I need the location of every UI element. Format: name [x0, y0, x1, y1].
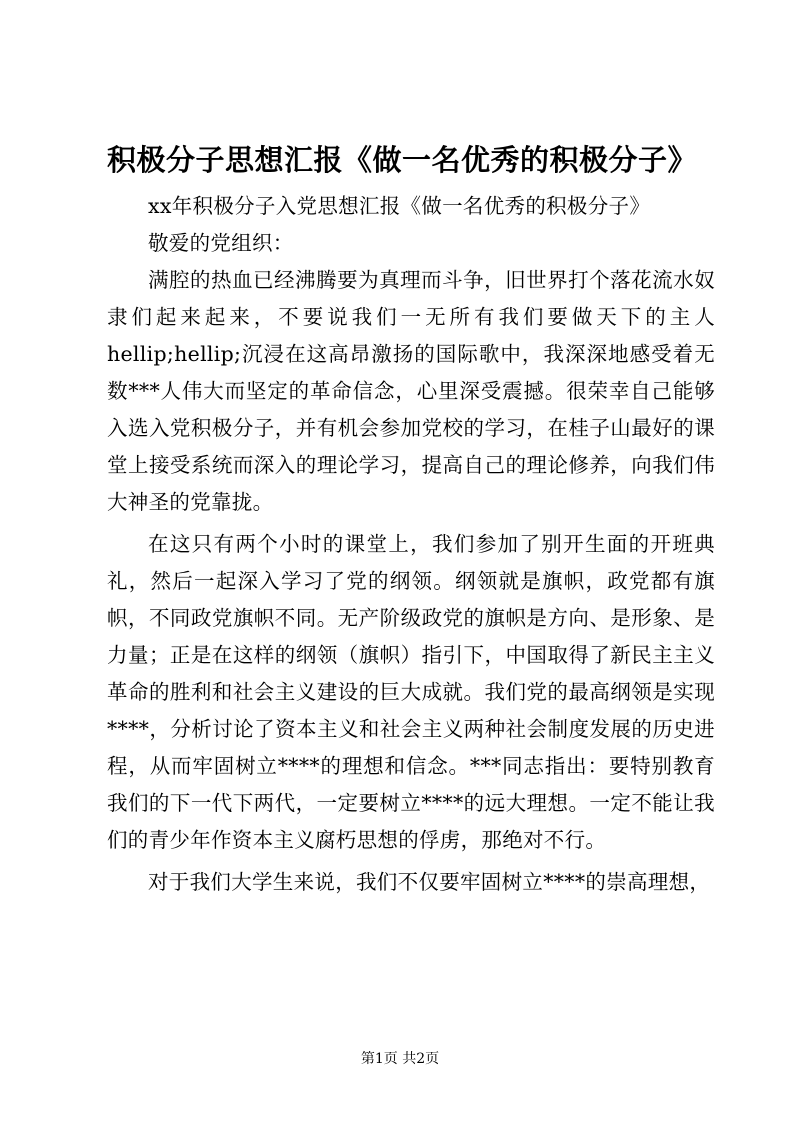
document-body: [107, 188, 715, 901]
paragraph-body-2: 在这只有两个小时的课堂上，我们参加了别开生面的开班典礼，然后一起深入学习了党的纲领。纲领就是旗帜，政党都有旗帜，不同政党旗帜不同。无产阶级政党的旗帜是方向、是形象、是力量；正是在这样的纲领（旗帜）指引下，中国取得了新民主主义革命的胜利和社会主义建设的巨大成就。我们党的最高纲领是实现****，分析讨论了资本主义和社会主义两种社会制度发展的历史进程，从而牢固树立****的理想和信念。***同志指出：要特别教育我们的下一代下两代，一定要树立****的远大理想。一定不能让我们的青少年作资本主义腐朽思想的俘虏，那绝对不行。: [107, 532, 715, 852]
page-number-label: 第1页 共2页: [360, 1051, 440, 1067]
paragraph-salutation: 敬爱的党组织：: [148, 231, 294, 255]
paragraph-body-1: 满腔的热血已经沸腾要为真理而斗争，旧世界打个落花流水奴隶们起来起来，不要说我们一无所有我们要做天下的主人hellip;hellip;沉浸在这高昂激扬的国际歌中，我深深地感受着无数***人伟大而坚定的革命信念，心里深受震撼。很荣幸自己能够入选入党积极分子，并有机会参加党校的学习，在桂子山最好的课堂上接受系统而深入的理论学习，提高自己的理论修养，向我们伟大神圣的党靠拢。: [107, 268, 715, 514]
paragraph-body-3: 对于我们大学生来说，我们不仅要牢固树立****的崇高理想，: [148, 870, 711, 894]
page-footer: [0, 1050, 800, 1068]
paragraph-subtitle: xx年积极分子入党思想汇报《做一名优秀的积极分子》: [148, 194, 651, 218]
document-title: 积极分子思想汇报《做一名优秀的积极分子》: [107, 143, 698, 177]
